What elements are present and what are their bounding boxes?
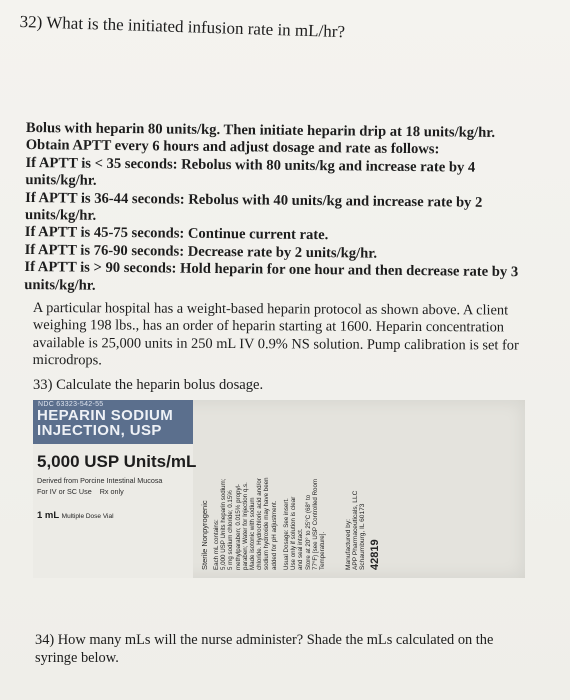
protocol-line: If APTT is 76-90 seconds: Decrease rate by 2 units/kg/hr. [24, 241, 378, 262]
ndc-code: NDC 63323-542-55 [38, 401, 104, 408]
drug-source: Derived from Porcine Intestinal Mucosa [37, 476, 163, 485]
label-header [33, 400, 193, 444]
question-34: 34) How many mLs will the nurse administer? Shade the mLs calculated on the syringe below. [35, 632, 494, 666]
rx-only: Rx only [99, 487, 124, 496]
drug-strength: 5,000 USP Units/mL [37, 452, 197, 471]
sterile-note: Sterile Nonpyrogenic [200, 500, 209, 570]
composition-text: Each mL contains: 5,000 USP Units heparin sodium; 5 mg sodium chloride; 0.15% methylparaben; 0.015% propyl- paraben; Water for Injection q.s. Made isotonic with sodium chloride. Hydrochloric acid and/or sodium hydroxide may have been added for pH adjustment. [213, 477, 278, 570]
protocol-line: Bolus with heparin 80 units/kg. Then initiate heparin drip at 18 units/kg/hr. Obtain APTT every 6 hours and adjust dosage and rate as follows: [25, 120, 496, 158]
storage-text: Usual Dosage: See insert. Use only if solution is clear and seal intact. Store at 20° to 25°C (68° to 77°F) [see USP Controlled Room Temperature]. [283, 478, 327, 570]
heparin-vial-label [33, 400, 525, 578]
client-scenario: A particular hospital has a weight-based heparin protocol as shown above. A client weighing 198 lbs., has an order of heparin starting at 1600. Heparin concentration available is 25,000 units in 250 mL IV 0.9% NS solution. Pump calibration is set for microdrops. [32, 300, 519, 369]
manufacturer-text: Manufactured by: APP Pharmaceuticals, LLC Schaumburg, IL 60173 [345, 490, 367, 570]
protocol-line: If APTT is 36-44 seconds: Rebolus with 40 units/kg and increase rate by 2 units/kg/hr. [24, 189, 483, 224]
lot-number: 42819 [369, 539, 381, 570]
route: For IV or SC Use [37, 487, 92, 496]
heparin-protocol [24, 120, 536, 299]
protocol-line: If APTT is < 35 seconds: Rebolus with 80 units/kg and increase rate by 4 units/kg/hr. [25, 154, 476, 189]
vial-volume-line [37, 510, 114, 521]
question-32: 32) What is the initiated infusion rate in mL/hr? [19, 12, 346, 42]
drug-name-line2: INJECTION, USP [37, 422, 162, 439]
question-33: 33) Calculate the heparin bolus dosage. [33, 377, 264, 393]
drug-name [37, 408, 173, 438]
route-line [37, 487, 124, 496]
vial-type: Multiple Dose Vial [61, 513, 114, 520]
protocol-line: If APTT is > 90 seconds: Hold heparin for one hour and then decrease rate by 3 units/kg/hr. [24, 259, 519, 294]
vial-volume: 1 mL [37, 510, 60, 521]
protocol-line: If APTT is 45-75 seconds: Continue current rate. [24, 224, 329, 244]
drug-name-line1: HEPARIN SODIUM [37, 407, 174, 424]
